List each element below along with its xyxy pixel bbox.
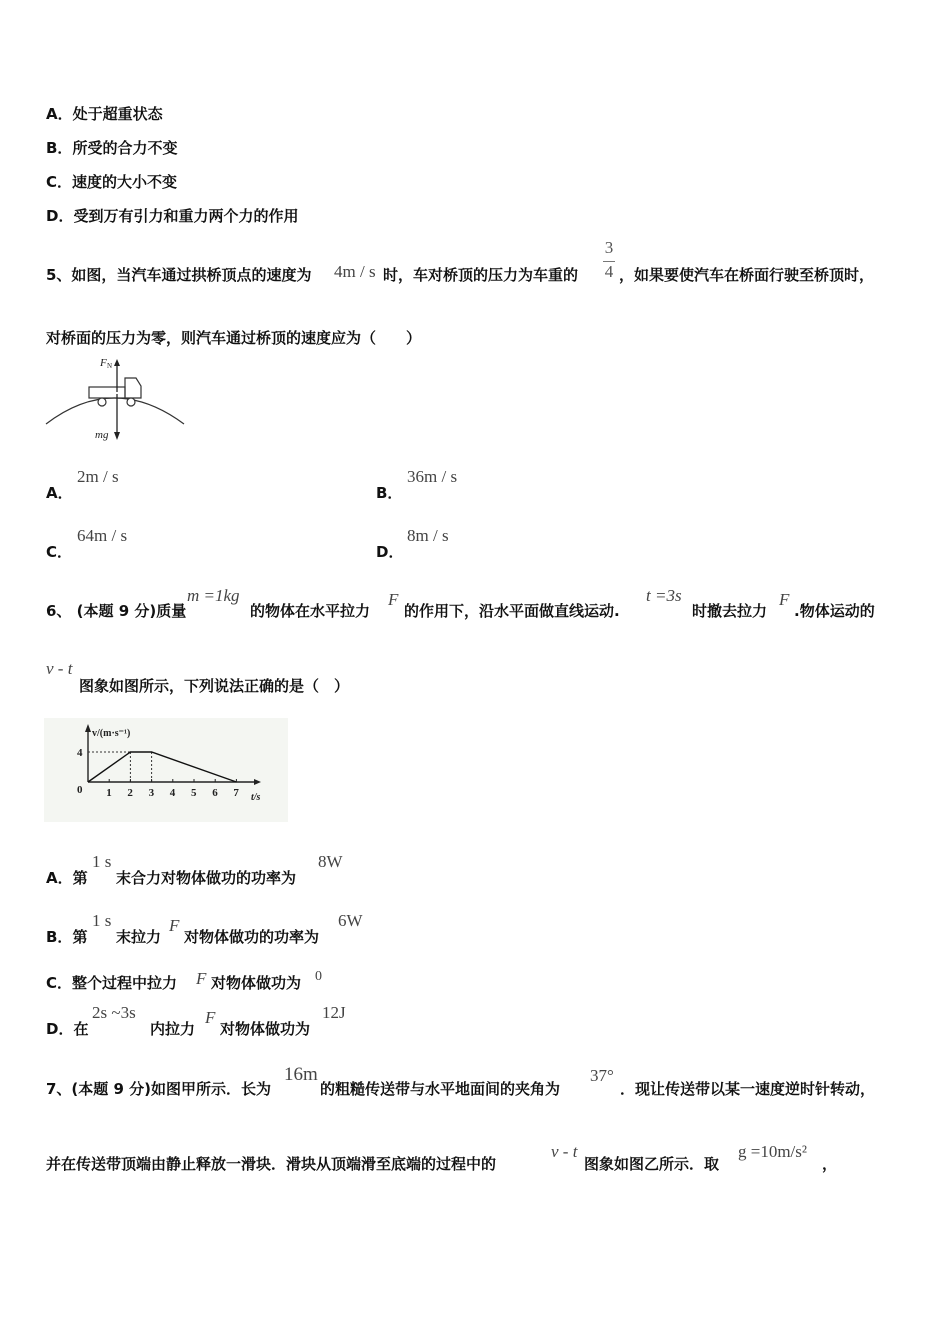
- q6-force-symbol-2: F: [779, 590, 790, 609]
- q6-option-a-text: 末合力对物体做功的功率为: [116, 869, 297, 887]
- q6-stem-line2: 图象如图所示，下列说法正确的是（ ）: [79, 677, 350, 695]
- q6-vt: v - t: [46, 659, 73, 678]
- q6-option-a: A．第: [46, 869, 88, 887]
- q6-option-d-text: 内拉力: [150, 1020, 196, 1038]
- q4-option-d: D．受到万有引力和重力两个力的作用: [46, 207, 299, 225]
- q7-angle: 37°: [590, 1066, 614, 1085]
- q6-force-symbol: F: [388, 590, 399, 609]
- q5-bridge-figure: [44, 352, 186, 444]
- x-tick-label-3: 3: [148, 787, 155, 799]
- x-tick-label-1: 1: [106, 787, 112, 799]
- q7-vt: v - t: [551, 1142, 578, 1161]
- q6-option-b-text2: 对物体做功的功率为: [184, 928, 320, 946]
- q5-stem-line1-b: 时，车对桥顶的压力为车重的: [383, 266, 579, 284]
- q5-option-b-label: B．: [376, 484, 403, 502]
- x-tick-label-7: 7: [233, 787, 239, 799]
- truck-rear-wheel: [98, 398, 106, 406]
- q6-option-c-value: 0: [315, 969, 322, 984]
- q5-fraction-numerator: 3: [604, 238, 614, 257]
- fn-subscript: N: [107, 362, 113, 370]
- q6-option-d-force: F: [205, 1008, 216, 1027]
- q6-option-d-text2: 对物体做功为: [220, 1020, 311, 1038]
- origin-label: 0: [77, 784, 83, 796]
- fn-label: F: [100, 357, 107, 369]
- q5-option-d-label: D．: [376, 543, 404, 561]
- q7-stem-line1-b: 的粗糙传送带与水平地面间的夹角为: [320, 1080, 561, 1098]
- q7-stem-line2-c: ，: [822, 1155, 838, 1173]
- truck-front-wheel: [127, 398, 135, 406]
- q5-fraction-denominator: 4: [604, 262, 614, 281]
- q6-stem-line1-d: 时撤去拉力: [692, 602, 768, 620]
- q7-stem-line1-a: 7、(本题 9 分)如图甲所示．长为: [46, 1080, 272, 1098]
- q6-option-b: B．第: [46, 928, 88, 946]
- x-axis-label: t/s: [251, 792, 261, 803]
- q6-option-d: D．在: [46, 1020, 89, 1038]
- truck-bed: [89, 387, 125, 398]
- q6-option-a-time: 1 s: [92, 852, 112, 871]
- chart-background: [44, 718, 288, 822]
- q6-option-c-force: F: [196, 969, 207, 988]
- q5-option-a-value: 2m / s: [77, 467, 119, 486]
- x-tick-label-5: 5: [191, 787, 197, 799]
- q5-option-c-label: C．: [46, 543, 73, 561]
- x-tick-label-2: 2: [127, 787, 133, 799]
- y-axis-label: v/(m·s⁻¹): [92, 728, 131, 739]
- bridge-arch: [46, 398, 184, 424]
- q7-length: 16m: [284, 1064, 318, 1085]
- q6-option-c-text: 对物体做功为: [211, 974, 302, 992]
- q5-speed: 4m / s: [334, 262, 376, 281]
- q6-time: t =3s: [646, 586, 682, 605]
- q6-option-c: C．整个过程中拉力: [46, 974, 178, 992]
- q5-option-c-value: 64m / s: [77, 526, 128, 545]
- q5-option-b-value: 36m / s: [407, 467, 458, 486]
- q4-option-a: A．处于超重状态: [46, 105, 163, 123]
- q6-stem-line1-a: 6、 (本题 9 分)质量: [46, 602, 187, 620]
- q6-option-b-value: 6W: [338, 911, 363, 930]
- normal-force-arrowhead: [114, 359, 120, 366]
- mg-label: mg: [95, 429, 109, 441]
- q5-stem-line2: 对桥面的压力为零，则汽车通过桥顶的速度应为（ ）: [46, 329, 422, 347]
- q7-stem-line2-b: 图象如图乙所示．取: [584, 1155, 720, 1173]
- q6-option-b-time: 1 s: [92, 911, 112, 930]
- q6-option-a-value: 8W: [318, 852, 343, 871]
- q6-option-d-value: 12J: [322, 1003, 346, 1022]
- q7-gravity: g =10m/s²: [738, 1142, 807, 1161]
- q6-option-b-force: F: [169, 916, 180, 935]
- q6-option-b-text: 末拉力: [116, 928, 162, 946]
- q5-option-a-label: A．: [46, 484, 73, 502]
- q4-option-c: C．速度的大小不变: [46, 173, 178, 191]
- q6-stem-line1-e: .物体运动的: [794, 602, 875, 620]
- x-tick-label-4: 4: [169, 787, 176, 799]
- q6-vt-chart: [44, 718, 288, 822]
- q6-mass: m =1kg: [187, 586, 240, 605]
- q4-option-b: B．所受的合力不变: [46, 139, 178, 157]
- y-tick-label-4: 4: [77, 747, 83, 759]
- q5-stem-line1-a: 5、如图，当汽车通过拱桥顶点的速度为: [46, 266, 312, 284]
- gravity-arrowhead: [114, 432, 120, 440]
- q6-stem-line1-c: 的作用下，沿水平面做直线运动.: [404, 602, 620, 620]
- x-tick-label-6: 6: [212, 787, 218, 799]
- q6-option-d-interval: 2s ~3s: [92, 1003, 136, 1022]
- q6-stem-line1-b: 的物体在水平拉力: [250, 602, 371, 620]
- q5-option-d-value: 8m / s: [407, 526, 449, 545]
- q7-stem-line2-a: 并在传送带顶端由静止释放一滑块．滑块从顶端滑至底端的过程中的: [46, 1155, 497, 1173]
- truck-cab: [125, 378, 141, 398]
- q5-stem-line1-c: ，如果要使汽车在桥面行驶至桥顶时，: [619, 266, 875, 284]
- q7-stem-line1-c: ．现让传送带以某一速度逆时针转动，: [620, 1080, 876, 1098]
